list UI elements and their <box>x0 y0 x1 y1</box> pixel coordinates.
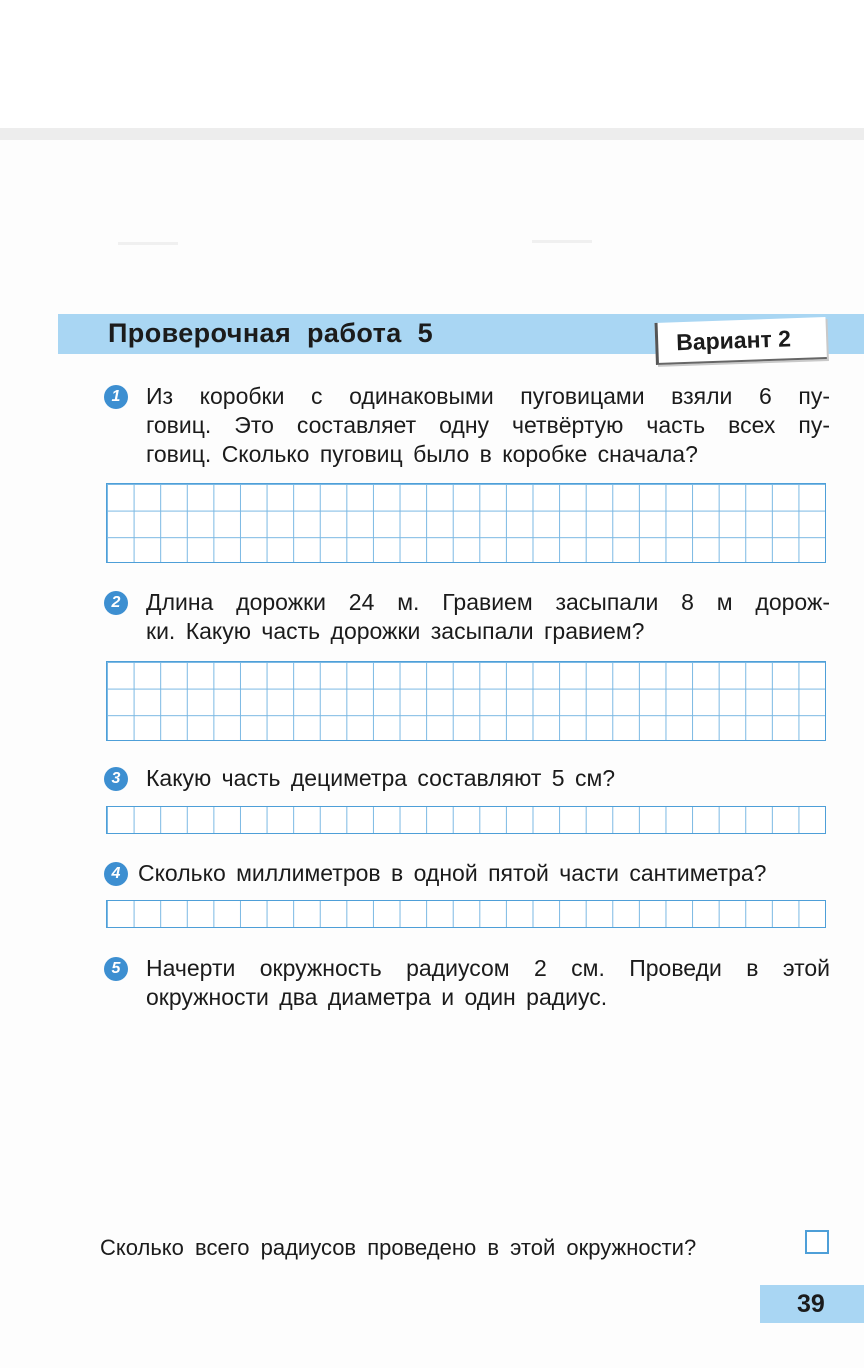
task-1-number-icon: 1 <box>104 385 128 409</box>
page-title: Проверочная работа 5 <box>108 318 433 348</box>
task-4-number-icon: 4 <box>104 862 128 886</box>
task-4-answer-grid[interactable] <box>106 900 826 928</box>
task-1-line: говиц. Это составляет одну четвёртую часть всех пу- <box>146 412 830 438</box>
task-1-line: говиц. Сколько пуговиц было в коробке сначала? <box>146 441 698 467</box>
task-2-text <box>146 588 830 646</box>
task-5-number-icon: 5 <box>104 957 128 981</box>
page-edge <box>0 128 864 140</box>
task-4-text <box>138 859 830 888</box>
task-2-line: ки. Какую часть дорожки засыпали гравием? <box>146 618 645 644</box>
task-5-text <box>146 954 830 1012</box>
task-3-number-icon: 3 <box>104 767 128 791</box>
task-2-answer-grid[interactable] <box>106 661 826 741</box>
bleed-through-mark <box>118 242 178 245</box>
task-3-text <box>146 764 830 793</box>
task-3-line: Какую часть дециметра составляют 5 см? <box>146 765 616 791</box>
variant-label: Вариант 2 <box>675 325 792 356</box>
page-number: 39 <box>797 1290 825 1318</box>
top-margin <box>0 0 864 128</box>
variant-tag <box>655 317 827 365</box>
closing-question: Сколько всего радиусов проведено в этой окружности? <box>100 1235 697 1260</box>
task-2-number-icon: 2 <box>104 591 128 615</box>
task-1-answer-grid[interactable] <box>106 483 826 563</box>
bleed-through-mark <box>532 240 592 243</box>
task-1-text <box>146 382 830 469</box>
task-2-line: Длина дорожки 24 м. Гравием засыпали 8 м дорож- <box>146 589 830 615</box>
task-5-line: Начерти окружность радиусом 2 см. Проведи в этой <box>146 955 830 981</box>
task-1-line: Из коробки с одинаковыми пуговицами взяли 6 пу- <box>146 383 830 409</box>
task-5-line: окружности два диаметра и один радиус. <box>146 984 608 1010</box>
task-3-answer-grid[interactable] <box>106 806 826 834</box>
answer-box[interactable] <box>805 1230 829 1254</box>
task-4-line: Сколько миллиметров в одной пятой части сантиметра? <box>138 860 767 886</box>
